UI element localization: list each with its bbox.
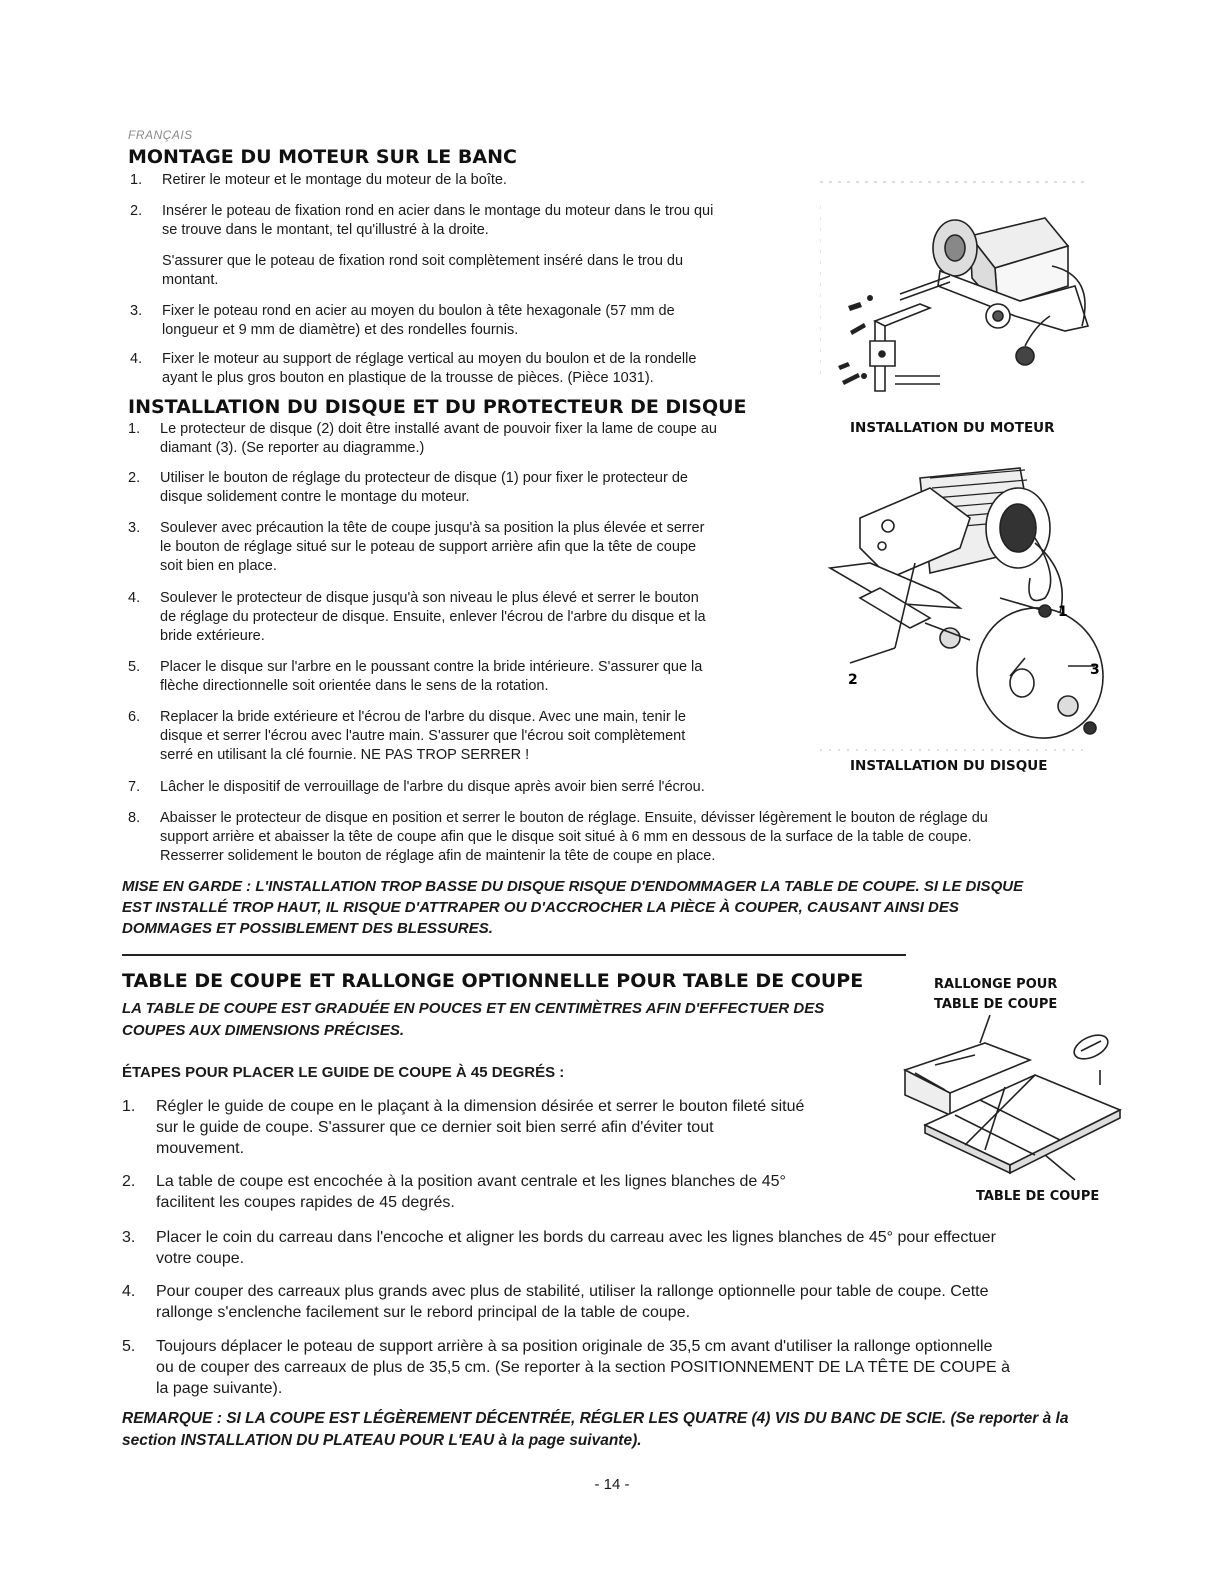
- page-number: - 14 -: [594, 1476, 630, 1493]
- extension-caption: [934, 975, 1057, 1015]
- motor-step-number: 4.: [130, 351, 143, 367]
- warning-line: EST INSTALLÉ TROP HAUT, IL RISQUE D'ATTRAPER OU D'ACCROCHER LA PIÈCE À COUPER, CAUSANT AINSI DES: [122, 899, 959, 916]
- motor-step-number: 3.: [130, 303, 143, 319]
- disc-step-text-line: le bouton de réglage situé sur le poteau de support arrière afin que la tête de coupe: [160, 539, 697, 555]
- extension-caption-line-2: TABLE DE COUPE: [934, 997, 1058, 1012]
- motor-step-number: 2.: [130, 203, 143, 219]
- disc-label-1: 1: [1058, 604, 1068, 620]
- disc-step-number: 7.: [128, 779, 141, 795]
- disc-step-number: 6.: [128, 709, 141, 725]
- remark-line: section INSTALLATION DU PLATEAU POUR L'EAU à la page suivante).: [122, 1432, 642, 1449]
- table-step-number: 3.: [122, 1229, 136, 1246]
- cutting-table-subtitle: [122, 998, 824, 1042]
- disc-step-number: 8.: [128, 810, 141, 826]
- disc-step-text-line: diamant (3). (Se reporter au diagramme.): [160, 440, 425, 456]
- table-step-text-line: Placer le coin du carreau dans l'encoche et aligner les bords du carreau avec les lignes blanches de 45° pour effectuer: [156, 1229, 996, 1246]
- remark-line: REMARQUE : SI LA COUPE EST LÉGÈREMENT DÉCENTRÉE, RÉGLER LES QUATRE (4) VIS DU BANC DE SCIE. (Se reporter à la: [122, 1410, 1069, 1427]
- motor-step-number: 1.: [130, 172, 143, 188]
- disc-step-text-line: support arrière et abaisser la tête de coupe afin que le disque soit situé à 6 mm en dessous de la surface de la table de coupe.: [160, 829, 972, 845]
- table-step-text-line: sur le guide de coupe. S'assurer que ce dernier soit bien serré afin d'éviter tout: [156, 1119, 714, 1136]
- motor-step-text-line: longueur et 9 mm de diamètre) et des rondelles fournis.: [162, 322, 519, 338]
- table-step-number: 4.: [122, 1283, 136, 1300]
- motor-step-text-line: ayant le plus gros bouton en plastique de la trousse de pièces. (Pièce 1031).: [162, 370, 654, 386]
- table-step-text-line: Régler le guide de coupe en le plaçant à la dimension désirée et serrer le bouton fileté situé: [156, 1098, 805, 1115]
- table-step-text-line: Toujours déplacer le poteau de support arrière à sa position originale de 35,5 cm avant d'utiliser la rallonge optionnelle: [156, 1338, 993, 1355]
- table-step-text-line: la page suivante).: [156, 1380, 283, 1397]
- section-title-disc-install: INSTALLATION DU DISQUE ET DU PROTECTEUR DE DISQUE: [128, 396, 747, 418]
- warning-line: MISE EN GARDE : L'INSTALLATION TROP BASSE DU DISQUE RISQUE D'ENDOMMAGER LA TABLE DE COUPE. SI LE DISQUE: [122, 878, 1024, 895]
- disc-step-text-line: Resserrer solidement le bouton de réglage afin de maintenir la tête de coupe en place.: [160, 848, 716, 864]
- disc-step-text-line: serré en utilisant la clé fournie. NE PAS TROP SERRER !: [160, 747, 530, 763]
- disc-step-text-line: disque et serrer l'écrou avec l'autre main. S'assurer que l'écrou soit complètement: [160, 728, 686, 744]
- disc-step-number: 4.: [128, 590, 141, 606]
- steps-heading: ÉTAPES POUR PLACER LE GUIDE DE COUPE À 45 DEGRÉS :: [122, 1064, 565, 1081]
- table-step-text-line: facilitent les coupes rapides de 45 degrés.: [156, 1194, 455, 1211]
- warning-line: DOMMAGES ET POSSIBLEMENT DES BLESSURES.: [122, 920, 493, 937]
- table-step-text-line: ou de couper des carreaux de plus de 35,5 cm. (Se reporter à la section POSITIONNEMENT DE LA TÊTE DE COUPE à: [156, 1359, 1010, 1376]
- disc-step-text-line: Replacer la bride extérieure et l'écrou de l'arbre du disque. Avec une main, tenir le: [160, 709, 686, 725]
- disc-step-text-line: Lâcher le dispositif de verrouillage de l'arbre du disque après avoir bien serré l'écrou.: [160, 779, 705, 795]
- disc-step-text-line: Soulever le protecteur de disque jusqu'à son niveau le plus élevé et serrer le bouton: [160, 590, 699, 606]
- cutting-table-illustration: [895, 1015, 1125, 1190]
- disc-step-number: 3.: [128, 520, 141, 536]
- disc-label-2: 2: [848, 672, 858, 688]
- motor-step-text-line: Fixer le moteur au support de réglage vertical au moyen du boulon et de la rondelle: [162, 351, 697, 367]
- disc-installation-illustration: [820, 448, 1110, 758]
- motor-installation-illustration: [820, 176, 1090, 416]
- disc-step-text-line: bride extérieure.: [160, 628, 265, 644]
- table-step-number: 2.: [122, 1173, 136, 1190]
- motor-step-text-line: montant.: [162, 272, 219, 288]
- disc-step-text-line: Utiliser le bouton de réglage du protecteur de disque (1) pour fixer le protecteur de: [160, 470, 688, 486]
- extension-caption-line-1: RALLONGE POUR: [934, 977, 1058, 992]
- table-step-text-line: Pour couper des carreaux plus grands avec plus de stabilité, utiliser la rallonge optionnelle pour table de coupe. Cette: [156, 1283, 989, 1300]
- disc-step-number: 2.: [128, 470, 141, 486]
- cutting-table-caption: TABLE DE COUPE: [976, 1189, 1100, 1204]
- disc-label-3: 3: [1090, 662, 1100, 678]
- disc-step-text-line: Placer le disque sur l'arbre en le poussant contre la bride intérieure. S'assurer que la: [160, 659, 703, 675]
- disc-step-text-line: disque solidement contre le montage du moteur.: [160, 489, 470, 505]
- table-step-number: 5.: [122, 1338, 136, 1355]
- motor-step-text-line: Fixer le poteau rond en acier au moyen du boulon à tête hexagonale (57 mm de: [162, 303, 675, 319]
- table-step-text-line: rallonge s'enclenche facilement sur le rebord principal de la table de coupe.: [156, 1304, 691, 1321]
- warning-text: [122, 876, 1023, 939]
- disc-step-text-line: Abaisser le protecteur de disque en position et serrer le bouton de réglage. Ensuite, dévisser légèrement le bouton de réglage du: [160, 810, 988, 826]
- table-step-number: 1.: [122, 1098, 136, 1115]
- disc-step-text-line: soit bien en place.: [160, 558, 277, 574]
- subtitle-line: LA TABLE DE COUPE EST GRADUÉE EN POUCES ET EN CENTIMÈTRES AFIN D'EFFECTUER DES: [122, 1000, 825, 1017]
- motor-step-text-line: S'assurer que le poteau de fixation rond soit complètement inséré dans le trou du: [162, 253, 684, 269]
- table-step-text-line: votre coupe.: [156, 1250, 245, 1267]
- section-title-cutting-table: TABLE DE COUPE ET RALLONGE OPTIONNELLE POUR TABLE DE COUPE: [122, 970, 864, 992]
- subtitle-line: COUPES AUX DIMENSIONS PRÉCISES.: [122, 1022, 404, 1039]
- disc-installation-caption: INSTALLATION DU DISQUE: [850, 758, 1048, 774]
- motor-step-text-line: se trouve dans le montant, tel qu'illustré à la droite.: [162, 222, 489, 238]
- motor-step-text-line: Insérer le poteau de fixation rond en acier dans le montage du moteur dans le trou qui: [162, 203, 714, 219]
- disc-step-number: 1.: [128, 421, 141, 437]
- disc-step-text-line: Soulever avec précaution la tête de coupe jusqu'à sa position la plus élevée et serrer: [160, 520, 705, 536]
- remark-text: [122, 1408, 1068, 1452]
- motor-step-text-line: Retirer le moteur et le montage du moteur de la boîte.: [162, 172, 507, 188]
- section-divider: [122, 954, 906, 956]
- table-step-text-line: mouvement.: [156, 1140, 245, 1157]
- disc-step-number: 5.: [128, 659, 141, 675]
- language-label: FRANÇAIS: [128, 128, 193, 142]
- table-step-text-line: La table de coupe est encochée à la position avant centrale et les lignes blanches de 45°: [156, 1173, 786, 1190]
- section-title-motor-mount: MONTAGE DU MOTEUR SUR LE BANC: [128, 146, 517, 168]
- disc-step-text-line: flèche directionnelle soit orientée dans le sens de la rotation.: [160, 678, 549, 694]
- motor-installation-caption: INSTALLATION DU MOTEUR: [850, 420, 1055, 436]
- disc-step-text-line: de réglage du protecteur de disque. Ensuite, enlever l'écrou de l'arbre du disque et la: [160, 609, 706, 625]
- disc-step-text-line: Le protecteur de disque (2) doit être installé avant de pouvoir fixer la lame de coupe au: [160, 421, 717, 437]
